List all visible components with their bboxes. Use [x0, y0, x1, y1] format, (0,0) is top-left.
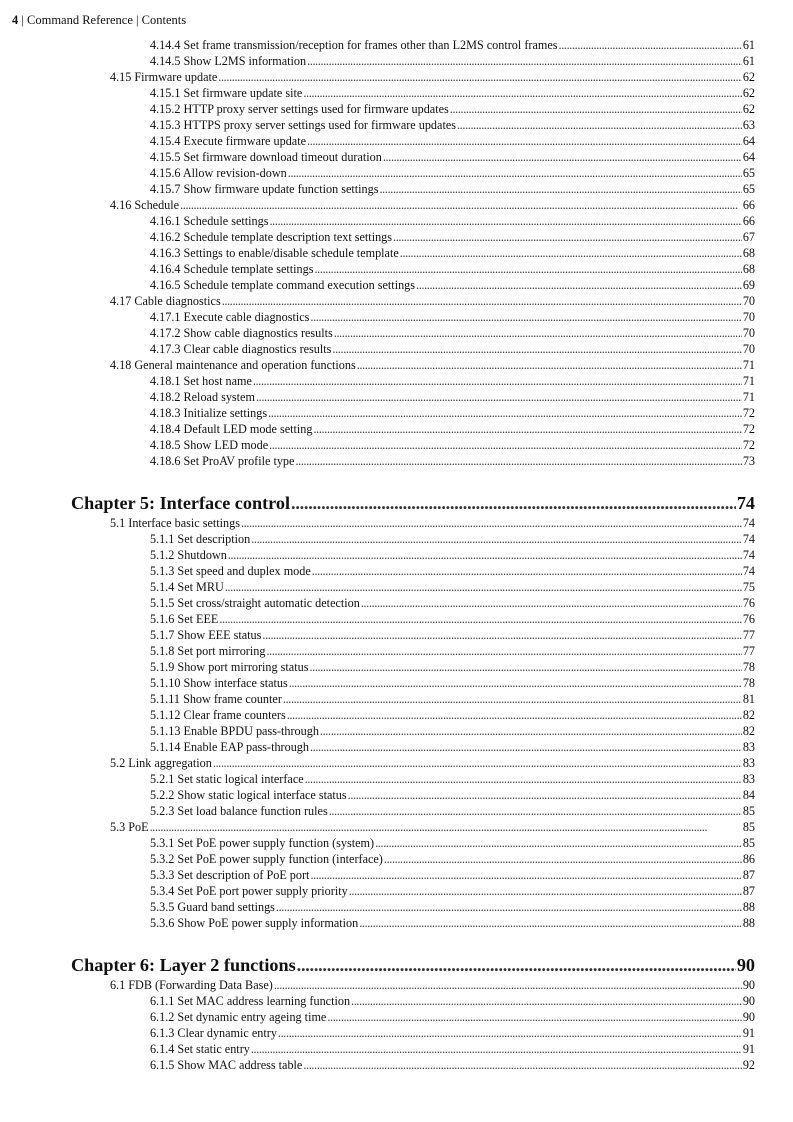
toc-subsection-entry[interactable]: [0, 883, 793, 899]
toc-section-entry[interactable]: [0, 357, 793, 373]
toc-entry-title: 4.16.3 Settings to enable/disable schedule template: [150, 246, 399, 260]
toc-section-entry[interactable]: [0, 293, 793, 309]
toc-entry-title: 4.18.5 Show LED mode: [150, 438, 269, 452]
toc-subsection-entry[interactable]: [0, 117, 793, 133]
toc-entry-title: 5.3 PoE: [110, 820, 149, 834]
toc-subsection-entry[interactable]: [0, 563, 793, 579]
dot-leader: [278, 1025, 742, 1041]
toc-entry-page: 74: [742, 564, 755, 578]
toc-entry-page: 87: [742, 868, 755, 882]
toc-entry-title: 5.3.4 Set PoE port power supply priority: [150, 884, 348, 898]
toc-entry-title: Chapter 5: Interface control: [71, 493, 291, 513]
toc-section-entry[interactable]: [0, 69, 793, 85]
toc-entry-title: 4.18.1 Set host name: [150, 374, 252, 388]
dot-leader: [251, 1041, 742, 1057]
dot-leader: [295, 453, 741, 469]
toc-subsection-entry[interactable]: [0, 851, 793, 867]
toc-subsection-entry[interactable]: [0, 787, 793, 803]
toc-entry-title: 4.16.5 Schedule template command execution settings: [150, 278, 416, 292]
toc-entry-page: 71: [742, 374, 755, 388]
toc-entry-title: 4.15.2 HTTP proxy server settings used for firmware updates: [150, 102, 449, 116]
toc-entry-title: 4.17.2 Show cable diagnostics results: [150, 326, 333, 340]
toc-entry-page: 91: [742, 1042, 755, 1056]
dot-leader: [384, 851, 742, 867]
toc-subsection-entry[interactable]: [0, 101, 793, 117]
toc-entry-page: 76: [742, 596, 755, 610]
toc-subsection-entry[interactable]: [0, 1041, 793, 1057]
toc-subsection-entry[interactable]: [0, 675, 793, 691]
toc-subsection-entry[interactable]: [0, 277, 793, 293]
toc-entry-title: 4.17.1 Execute cable diagnostics: [150, 310, 310, 324]
toc-entry-page: 70: [742, 342, 755, 356]
toc-entry-page: 86: [742, 852, 755, 866]
dot-leader: [334, 325, 742, 341]
toc-subsection-entry[interactable]: [0, 1025, 793, 1041]
toc-entry-page: 75: [742, 580, 755, 594]
toc-subsection-entry[interactable]: [0, 149, 793, 165]
toc-entry-title: 5.2.1 Set static logical interface: [150, 772, 304, 786]
toc-entry-page: 82: [742, 724, 755, 738]
toc-entry-page: 77: [742, 628, 755, 642]
toc-entry-title: 5.1.11 Show frame counter: [150, 692, 282, 706]
toc-entry-page: 62: [742, 86, 755, 100]
book-title: Command Reference: [27, 13, 133, 27]
dot-leader: [450, 101, 742, 117]
section-name: Contents: [141, 13, 187, 27]
toc-subsection-entry[interactable]: [0, 181, 793, 197]
toc-entry-title: 4.14.4 Set frame transmission/reception for frames other than L2MS control frames: [150, 38, 558, 52]
dot-leader: [314, 261, 741, 277]
toc-entry-title: 5.2.2 Show static logical interface status: [150, 788, 347, 802]
toc-entry-title: 5.1 Interface basic settings: [110, 516, 240, 530]
dot-leader: [400, 245, 742, 261]
toc-entry-page: 90: [742, 1010, 755, 1024]
toc-subsection-entry[interactable]: [0, 691, 793, 707]
toc-subsection-entry[interactable]: [0, 165, 793, 181]
toc-entry-title: 5.1.10 Show interface status: [150, 676, 288, 690]
toc-entry-title: 5.3.5 Guard band settings: [150, 900, 275, 914]
toc-entry-page: 83: [742, 756, 755, 770]
toc-entry-page: 87: [742, 884, 755, 898]
toc-subsection-entry[interactable]: [0, 771, 793, 787]
toc-subsection-entry[interactable]: [0, 627, 793, 643]
dot-leader: [266, 643, 741, 659]
toc-entry-page: 72: [742, 406, 755, 420]
toc-section-entry[interactable]: [0, 515, 793, 531]
toc-entry-title: 5.3.2 Set PoE power supply function (interface): [150, 852, 383, 866]
toc-entry-page: 91: [742, 1026, 755, 1040]
toc-entry-title: 4.18.6 Set ProAV profile type: [150, 454, 295, 468]
toc-subsection-entry[interactable]: [0, 373, 793, 389]
toc-subsection-entry[interactable]: [0, 611, 793, 627]
toc-entry-page: 83: [742, 740, 755, 754]
toc-entry-title: 5.1.13 Enable BPDU pass-through: [150, 724, 319, 738]
toc-entry-page: 64: [742, 150, 755, 164]
toc-entry-page: 85: [742, 820, 755, 834]
dot-leader: [303, 85, 742, 101]
toc-subsection-entry[interactable]: [0, 739, 793, 755]
dot-leader: [457, 117, 742, 133]
toc-entry-title: 5.1.14 Enable EAP pass-through: [150, 740, 309, 754]
dot-leader: [361, 595, 742, 611]
dot-leader: [269, 437, 742, 453]
dot-leader: [348, 787, 742, 803]
toc-entry-page: 81: [742, 692, 755, 706]
toc-entry-title: 4.15.6 Allow revision-down: [150, 166, 287, 180]
toc-entry-page: 62: [742, 102, 755, 116]
toc-subsection-entry[interactable]: [0, 835, 793, 851]
toc-entry-title: 4.15 Firmware update: [110, 70, 218, 84]
toc-entry-title: 5.3.6 Show PoE power supply information: [150, 916, 359, 930]
toc-section-entry[interactable]: [0, 755, 793, 771]
toc-subsection-entry[interactable]: [0, 803, 793, 819]
toc-chapter-entry[interactable]: [0, 953, 793, 977]
toc-entry-title: 6.1.2 Set dynamic entry ageing time: [150, 1010, 327, 1024]
toc-subsection-entry[interactable]: [0, 213, 793, 229]
dot-leader: [559, 37, 742, 53]
toc-entry-title: 5.1.4 Set MRU: [150, 580, 224, 594]
dot-leader: [253, 373, 742, 389]
dot-leader: [283, 691, 742, 707]
toc-entry-page: 74: [742, 532, 755, 546]
toc-entry-title: 5.2 Link aggregation: [110, 756, 212, 770]
toc-entry-title: 4.15.7 Show firmware update function settings: [150, 182, 379, 196]
toc-entry-title: 5.1.6 Set EEE: [150, 612, 219, 626]
dot-leader: [291, 491, 736, 515]
toc-subsection-entry[interactable]: [0, 421, 793, 437]
toc-entry-title: 4.18.2 Reload system: [150, 390, 255, 404]
toc-entry-title: 4.15.5 Set firmware download timeout duration: [150, 150, 382, 164]
toc-entry-page: 85: [742, 804, 755, 818]
dot-leader: [150, 819, 742, 835]
toc-entry-title: 5.1.2 Shutdown: [150, 548, 227, 562]
toc-subsection-entry[interactable]: [0, 389, 793, 405]
toc-entry-page: 65: [742, 182, 755, 196]
toc-entry-title: 4.16.2 Schedule template description text settings: [150, 230, 393, 244]
toc-subsection-entry[interactable]: [0, 643, 793, 659]
toc-entry-page: 66: [742, 214, 755, 228]
toc-entry-page: 73: [742, 454, 755, 468]
toc-subsection-entry[interactable]: [0, 659, 793, 675]
toc-entry-page: 64: [742, 134, 755, 148]
toc-entry-title: 5.1.7 Show EEE status: [150, 628, 262, 642]
toc-entry-page: 74: [742, 516, 755, 530]
toc-subsection-entry[interactable]: [0, 595, 793, 611]
dot-leader: [262, 627, 741, 643]
toc-subsection-entry[interactable]: [0, 531, 793, 547]
toc-entry-title: 4.16 Schedule: [110, 198, 180, 212]
toc-entry-page: 72: [742, 438, 755, 452]
dot-leader: [310, 867, 741, 883]
toc-entry-page: 68: [742, 246, 755, 260]
toc-entry-page: 61: [742, 38, 755, 52]
header-separator: |: [136, 13, 139, 27]
toc-entry-title: 4.18.3 Initialize settings: [150, 406, 268, 420]
toc-entry-page: 76: [742, 612, 755, 626]
dot-leader: [375, 835, 742, 851]
toc-entry-title: 5.3.3 Set description of PoE port: [150, 868, 310, 882]
toc-entry-page: 84: [742, 788, 755, 802]
toc-subsection-entry[interactable]: [0, 245, 793, 261]
toc-entry-page: 70: [742, 310, 755, 324]
toc-subsection-entry[interactable]: [0, 453, 793, 469]
toc-entry-title: 6.1.3 Clear dynamic entry: [150, 1026, 277, 1040]
toc-entry-title: 4.14.5 Show L2MS information: [150, 54, 307, 68]
toc-subsection-entry[interactable]: [0, 437, 793, 453]
toc-subsection-entry[interactable]: [0, 707, 793, 723]
toc-subsection-entry[interactable]: [0, 133, 793, 149]
toc-entry-page: 70: [742, 294, 755, 308]
dot-leader: [313, 421, 741, 437]
toc-subsection-entry[interactable]: [0, 229, 793, 245]
dot-leader: [349, 883, 742, 899]
dot-leader: [218, 69, 742, 85]
toc-subsection-entry[interactable]: [0, 37, 793, 53]
dot-leader: [269, 213, 741, 229]
toc-subsection-entry[interactable]: [0, 309, 793, 325]
dot-leader: [379, 181, 741, 197]
toc-entry-page: 71: [742, 358, 755, 372]
toc-entry-title: 4.15.1 Set firmware update site: [150, 86, 303, 100]
toc-entry-title: 4.17 Cable diagnostics: [110, 294, 221, 308]
dot-leader: [320, 723, 742, 739]
page-number: 4: [12, 13, 19, 27]
toc-entry-page: 62: [742, 70, 755, 84]
toc-subsection-entry[interactable]: [0, 405, 793, 421]
dot-leader: [222, 293, 742, 309]
toc-entry-page: 90: [742, 978, 755, 992]
toc-entry-page: 77: [742, 644, 755, 658]
toc-entry-title: 5.1.1 Set description: [150, 532, 251, 546]
dot-leader: [213, 755, 742, 771]
toc-entry-page: 88: [742, 900, 755, 914]
toc-subsection-entry[interactable]: [0, 723, 793, 739]
dot-leader: [307, 53, 742, 69]
toc-entry-page: 63: [742, 118, 755, 132]
dot-leader: [357, 357, 742, 373]
toc-subsection-entry[interactable]: [0, 899, 793, 915]
toc-entry-title: 4.15.3 HTTPS proxy server settings used for firmware updates: [150, 118, 456, 132]
dot-leader: [241, 515, 742, 531]
dot-leader: [332, 341, 741, 357]
dot-leader: [303, 1057, 741, 1073]
dot-leader: [305, 771, 742, 787]
toc-entry-title: 4.16.4 Schedule template settings: [150, 262, 314, 276]
dot-leader: [310, 739, 742, 755]
dot-leader: [329, 803, 742, 819]
toc-entry-page: 74: [742, 548, 755, 562]
toc-subsection-entry[interactable]: [0, 915, 793, 931]
toc-entry-title: Chapter 6: Layer 2 functions: [71, 955, 296, 975]
toc-subsection-entry[interactable]: [0, 261, 793, 277]
toc-entry-page: 69: [742, 278, 755, 292]
toc-entry-title: 4.17.3 Clear cable diagnostics results: [150, 342, 332, 356]
dot-leader: [351, 993, 742, 1009]
toc-section-entry[interactable]: [0, 819, 793, 835]
dot-leader: [225, 579, 742, 595]
toc-subsection-entry[interactable]: [0, 993, 793, 1009]
dot-leader: [309, 659, 741, 675]
toc-entry-page: 74: [736, 493, 755, 513]
dot-leader: [288, 165, 742, 181]
toc-entry-title: 4.15.4 Execute firmware update: [150, 134, 307, 148]
dot-leader: [256, 389, 742, 405]
toc-subsection-entry[interactable]: [0, 325, 793, 341]
toc-entry-page: 78: [742, 660, 755, 674]
toc-entry-title: 6.1.5 Show MAC address table: [150, 1058, 303, 1072]
dot-leader: [219, 611, 741, 627]
dot-leader: [312, 563, 742, 579]
dot-leader: [287, 707, 742, 723]
toc-subsection-entry[interactable]: [0, 867, 793, 883]
toc-entry-page: 88: [742, 916, 755, 930]
table-of-contents: [0, 37, 793, 1073]
toc-entry-page: 78: [742, 676, 755, 690]
toc-entry-page: 90: [742, 994, 755, 1008]
toc-entry-title: 5.1.5 Set cross/straight automatic detection: [150, 596, 360, 610]
toc-entry-page: 70: [742, 326, 755, 340]
toc-section-entry[interactable]: [0, 197, 793, 213]
toc-subsection-entry[interactable]: [0, 547, 793, 563]
dot-leader: [274, 977, 742, 993]
toc-entry-page: 82: [742, 708, 755, 722]
toc-entry-page: 61: [742, 54, 755, 68]
dot-leader: [359, 915, 742, 931]
page-header: [12, 12, 186, 28]
dot-leader: [310, 309, 741, 325]
toc-entry-title: 5.1.9 Show port mirroring status: [150, 660, 309, 674]
toc-section-entry[interactable]: [0, 977, 793, 993]
toc-entry-page: 92: [742, 1058, 755, 1072]
toc-subsection-entry[interactable]: [0, 85, 793, 101]
dot-leader: [297, 953, 736, 977]
toc-entry-title: 6.1.4 Set static entry: [150, 1042, 250, 1056]
dot-leader: [307, 133, 742, 149]
toc-entry-page: 66: [742, 198, 755, 212]
toc-subsection-entry[interactable]: [0, 53, 793, 69]
dot-leader: [416, 277, 742, 293]
toc-entry-title: 4.16.1 Schedule settings: [150, 214, 269, 228]
toc-entry-page: 68: [742, 262, 755, 276]
toc-entry-page: 85: [742, 836, 755, 850]
dot-leader: [289, 675, 742, 691]
toc-entry-page: 72: [742, 422, 755, 436]
toc-subsection-entry[interactable]: [0, 1009, 793, 1025]
toc-entry-page: 67: [742, 230, 755, 244]
header-separator: |: [21, 13, 24, 27]
toc-entry-page: 71: [742, 390, 755, 404]
dot-leader: [383, 149, 742, 165]
toc-entry-title: 5.3.1 Set PoE power supply function (system): [150, 836, 375, 850]
toc-subsection-entry[interactable]: [0, 579, 793, 595]
toc-entry-title: 5.2.3 Set load balance function rules: [150, 804, 328, 818]
toc-entry-title: 5.1.8 Set port mirroring: [150, 644, 266, 658]
dot-leader: [268, 405, 742, 421]
toc-entry-title: 5.1.3 Set speed and duplex mode: [150, 564, 311, 578]
toc-entry-title: 6.1.1 Set MAC address learning function: [150, 994, 351, 1008]
toc-subsection-entry[interactable]: [0, 1057, 793, 1073]
toc-subsection-entry[interactable]: [0, 341, 793, 357]
toc-chapter-entry[interactable]: [0, 491, 793, 515]
toc-entry-page: 83: [742, 772, 755, 786]
toc-entry-page: 65: [742, 166, 755, 180]
dot-leader: [393, 229, 742, 245]
dot-leader: [276, 899, 742, 915]
dot-leader: [180, 197, 742, 213]
toc-entry-title: 5.1.12 Clear frame counters: [150, 708, 286, 722]
toc-entry-title: 4.18.4 Default LED mode setting: [150, 422, 313, 436]
toc-entry-page: 90: [736, 955, 755, 975]
toc-entry-title: 4.18 General maintenance and operation functions: [110, 358, 356, 372]
dot-leader: [228, 547, 742, 563]
dot-leader: [327, 1009, 741, 1025]
toc-entry-title: 6.1 FDB (Forwarding Data Base): [110, 978, 273, 992]
dot-leader: [251, 531, 742, 547]
